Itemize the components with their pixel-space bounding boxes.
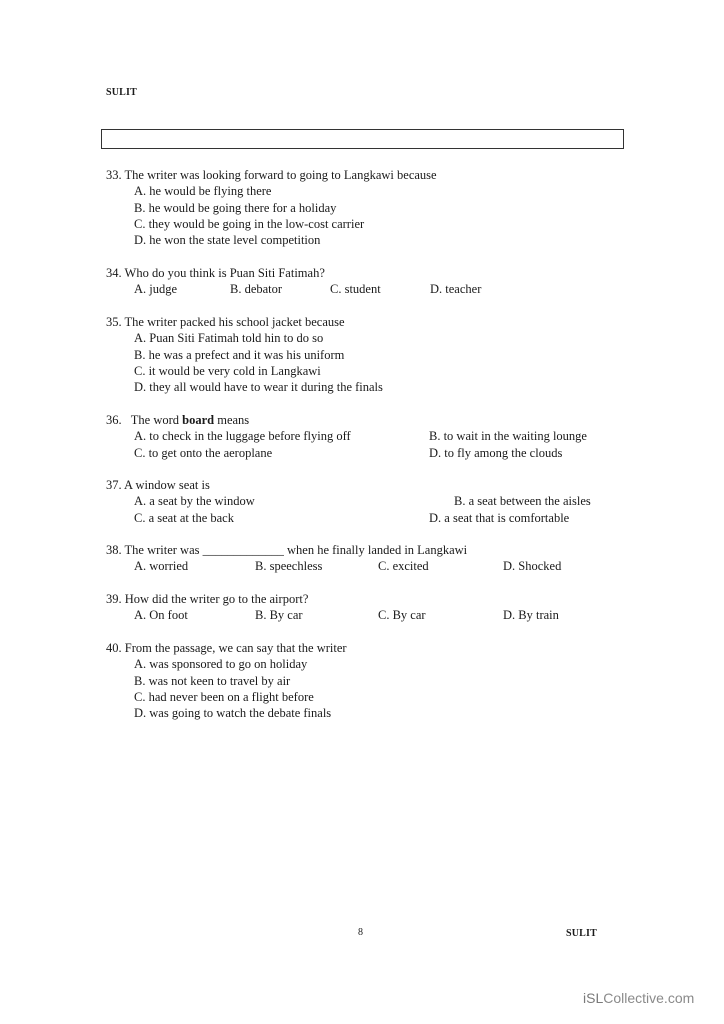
option-b: B. to wait in the waiting lounge bbox=[429, 429, 587, 444]
option-b: B. he would be going there for a holiday bbox=[134, 200, 337, 215]
watermark-suffix: Collective.com bbox=[603, 990, 695, 1006]
question-37 bbox=[106, 477, 626, 526]
option-c: C. it would be very cold in Langkawi bbox=[134, 363, 321, 378]
option-a: A. to check in the luggage before flying off bbox=[134, 429, 351, 444]
option-a: A. judge bbox=[134, 282, 178, 297]
watermark-prefix: iSL bbox=[583, 990, 604, 1006]
option-c: C. excited bbox=[378, 559, 429, 574]
question-40 bbox=[106, 640, 347, 721]
option-d: D. By train bbox=[503, 608, 559, 623]
option-b: B. was not keen to travel by air bbox=[134, 673, 291, 688]
option-c: C. By car bbox=[378, 608, 426, 623]
option-d: D. a seat that is comfortable bbox=[429, 510, 570, 525]
watermark bbox=[583, 990, 694, 1006]
stem-keyword: board bbox=[182, 413, 215, 427]
question-33 bbox=[106, 167, 437, 248]
question-stem: 37. A window seat is bbox=[106, 478, 210, 492]
option-c: C. a seat at the back bbox=[134, 510, 234, 525]
option-c: C. to get onto the aeroplane bbox=[134, 445, 273, 460]
option-c: C. student bbox=[330, 282, 381, 297]
option-d: D. was going to watch the debate finals bbox=[134, 706, 332, 721]
page-number: 8 bbox=[358, 927, 363, 938]
question-36 bbox=[106, 412, 626, 461]
question-stem: 33. The writer was looking forward to going to Langkawi because bbox=[106, 168, 437, 182]
header-sulit: SULIT bbox=[106, 87, 138, 98]
option-d: D. teacher bbox=[430, 282, 482, 297]
stem-text: 36. The word bbox=[106, 413, 183, 427]
question-stem: 38. The writer was _____________ when he finally landed in Langkawi bbox=[106, 543, 468, 557]
question-stem: 34. Who do you think is Puan Siti Fatimah? bbox=[106, 266, 325, 280]
stem-text: means bbox=[214, 413, 250, 427]
option-b: B. he was a prefect and it was his uniform bbox=[134, 347, 345, 362]
question-stem: 39. How did the writer go to the airport? bbox=[106, 592, 309, 606]
question-stem: 40. From the passage, we can say that the writer bbox=[106, 641, 347, 655]
option-c: C. had never been on a flight before bbox=[134, 689, 314, 704]
option-b: B. debator bbox=[230, 282, 283, 297]
option-a: A. he would be flying there bbox=[134, 184, 272, 199]
question-34 bbox=[106, 265, 626, 298]
question-stem: 35. The writer packed his school jacket because bbox=[106, 315, 345, 329]
option-d: D. Shocked bbox=[503, 559, 562, 574]
footer-sulit: SULIT bbox=[566, 928, 598, 939]
question-39 bbox=[106, 591, 626, 624]
option-a: A. a seat by the window bbox=[134, 494, 255, 509]
option-c: C. they would be going in the low-cost carrier bbox=[134, 216, 365, 231]
answer-box bbox=[101, 129, 624, 149]
option-a: A. Puan Siti Fatimah told hin to do so bbox=[134, 331, 324, 346]
option-a: A. On foot bbox=[134, 608, 188, 623]
question-35 bbox=[106, 314, 383, 395]
option-b: B. speechless bbox=[255, 559, 323, 574]
question-stem bbox=[106, 412, 626, 428]
option-d: D. he won the state level competition bbox=[134, 233, 321, 248]
option-b: B. By car bbox=[255, 608, 303, 623]
option-b: B. a seat between the aisles bbox=[454, 494, 591, 509]
question-38 bbox=[106, 542, 626, 575]
option-a: A. worried bbox=[134, 559, 189, 574]
option-a: A. was sponsored to go on holiday bbox=[134, 657, 308, 672]
option-d: D. to fly among the clouds bbox=[429, 445, 563, 460]
option-d: D. they all would have to wear it during the finals bbox=[134, 380, 383, 395]
